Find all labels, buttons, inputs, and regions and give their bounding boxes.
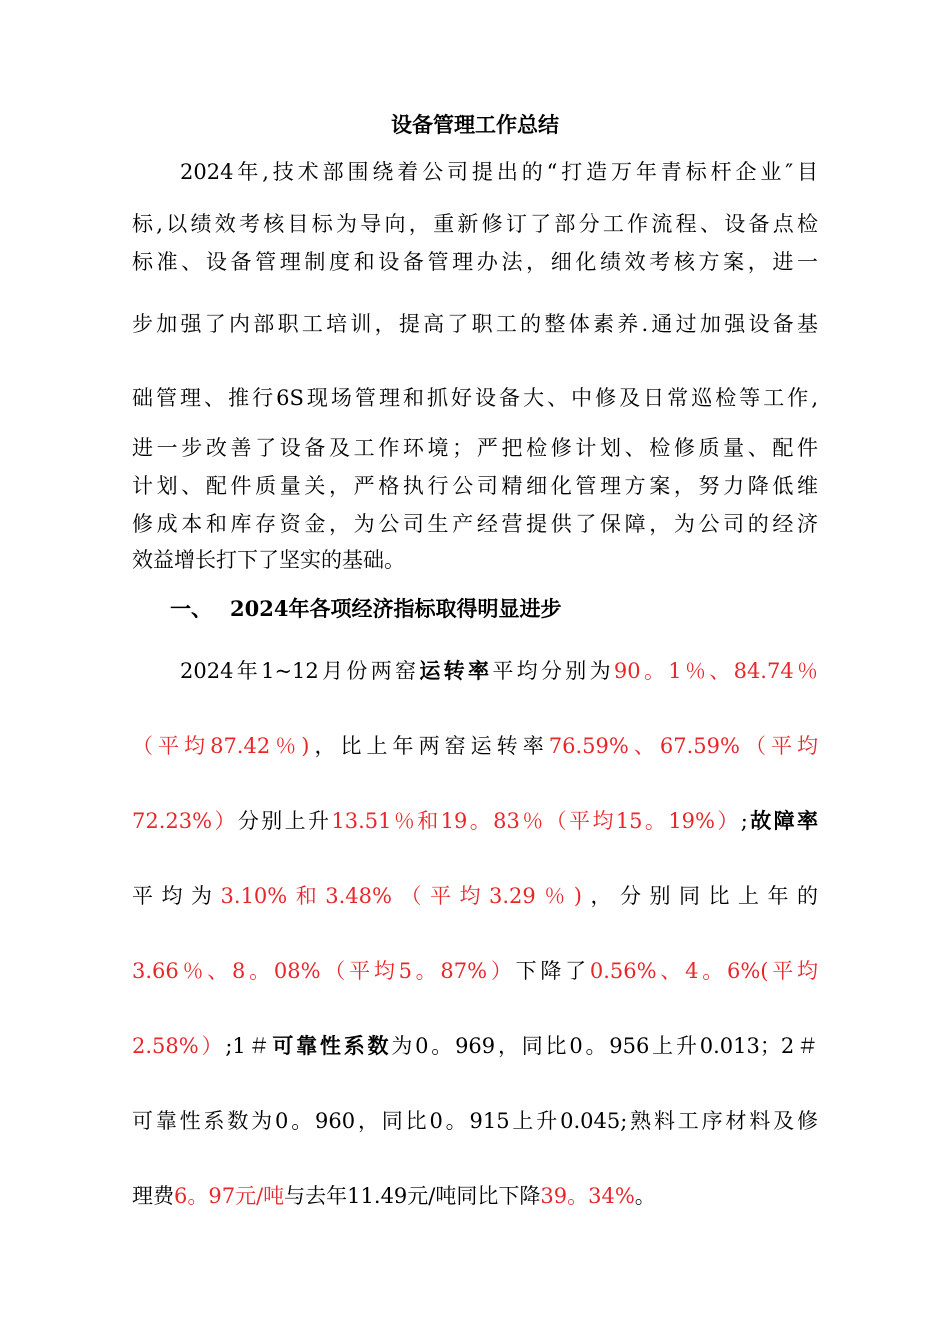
intro-line: 修成本和库存资金，为公司生产经营提供了保障，为公司的经济	[132, 512, 818, 536]
intro-line: 标,以绩效考核目标为导向，重新修订了部分工作流程、设备点检	[132, 212, 818, 236]
section-1-line	[132, 1182, 818, 1210]
text-run: ;1＃	[225, 1034, 273, 1058]
highlight-value: 39。34%	[540, 1184, 635, 1208]
intro-line: 计划、配件质量关，严格执行公司精细化管理方案，努力降低维	[132, 474, 818, 498]
text-run: 可靠性系数为0。960，同比0。915上升0.045;熟料工序材料及修	[132, 1109, 818, 1133]
intro-line: 标准、设备管理制度和设备管理办法，细化绩效考核方案，进一	[132, 250, 818, 274]
highlight-value: 76.59%、67.59%（平均	[548, 734, 818, 758]
section-1-line	[132, 807, 818, 835]
section-title: 2024年各项经济指标取得明显进步	[230, 596, 562, 621]
intro-line: 础管理、推行6S现场管理和抓好设备大、中修及日常巡检等工作,	[132, 386, 818, 410]
highlight-value: 3.10%和3.48%（平均3.29％)	[220, 884, 582, 908]
highlight-value: 0.56%、4。6%(平均	[589, 959, 818, 983]
highlight-value: 6。97元/吨	[174, 1184, 285, 1208]
highlight-value: 13.51％和19。83％（平均15。19%）	[331, 809, 741, 833]
text-run: 下降了	[515, 959, 590, 983]
bold-term: 故障率	[747, 808, 818, 833]
intro-line: 2024年,技术部围绕着公司提出的“打造万年青标杆企业″目	[180, 160, 818, 184]
text-run: 平均为	[132, 884, 221, 908]
text-run: 理费	[132, 1184, 174, 1208]
bold-term: 运转率	[419, 658, 493, 683]
text-run: ，比上年两窑运转率	[309, 734, 549, 758]
section-1-line	[132, 882, 818, 910]
intro-line: 效益增长打下了坚实的基础。	[132, 548, 405, 572]
text-run: 2024年1~12月份两窑	[180, 659, 420, 683]
highlight-value: 72.23%）	[132, 809, 238, 833]
intro-line: 进一步改善了设备及工作环境；严把检修计划、检修质量、配件	[132, 436, 818, 460]
section-heading-1	[170, 595, 561, 623]
text-run: 平均分别为	[492, 659, 614, 683]
highlight-value: 2.58%）	[132, 1034, 226, 1058]
text-run: 分别上升	[237, 809, 332, 833]
section-1-line	[132, 957, 818, 985]
highlight-value: 90。1％、84.74％	[613, 659, 818, 683]
document-title: 设备管理工作总结	[391, 112, 559, 137]
section-1-line	[132, 657, 818, 685]
highlight-value: 3.66％、8。08%（平均5。87%）	[132, 959, 516, 983]
section-1-line	[132, 1107, 818, 1135]
text-run: ;	[740, 809, 748, 833]
section-1-line	[132, 1032, 818, 1060]
section-1-line	[132, 732, 818, 760]
highlight-value: （平均87.42％)	[132, 734, 310, 758]
text-run: ，分别同比上年的	[581, 884, 818, 908]
text-run: 为0。969，同比0。956上升0.013；2＃	[391, 1034, 818, 1058]
intro-line: 步加强了内部职工培训，提高了职工的整体素养.通过加强设备基	[132, 312, 818, 336]
section-number: 一、	[170, 596, 212, 621]
text-run: 。	[634, 1184, 656, 1208]
text-run: 与去年11.49元/吨同比下降	[284, 1184, 541, 1208]
bold-term: 可靠性系数	[272, 1033, 392, 1058]
